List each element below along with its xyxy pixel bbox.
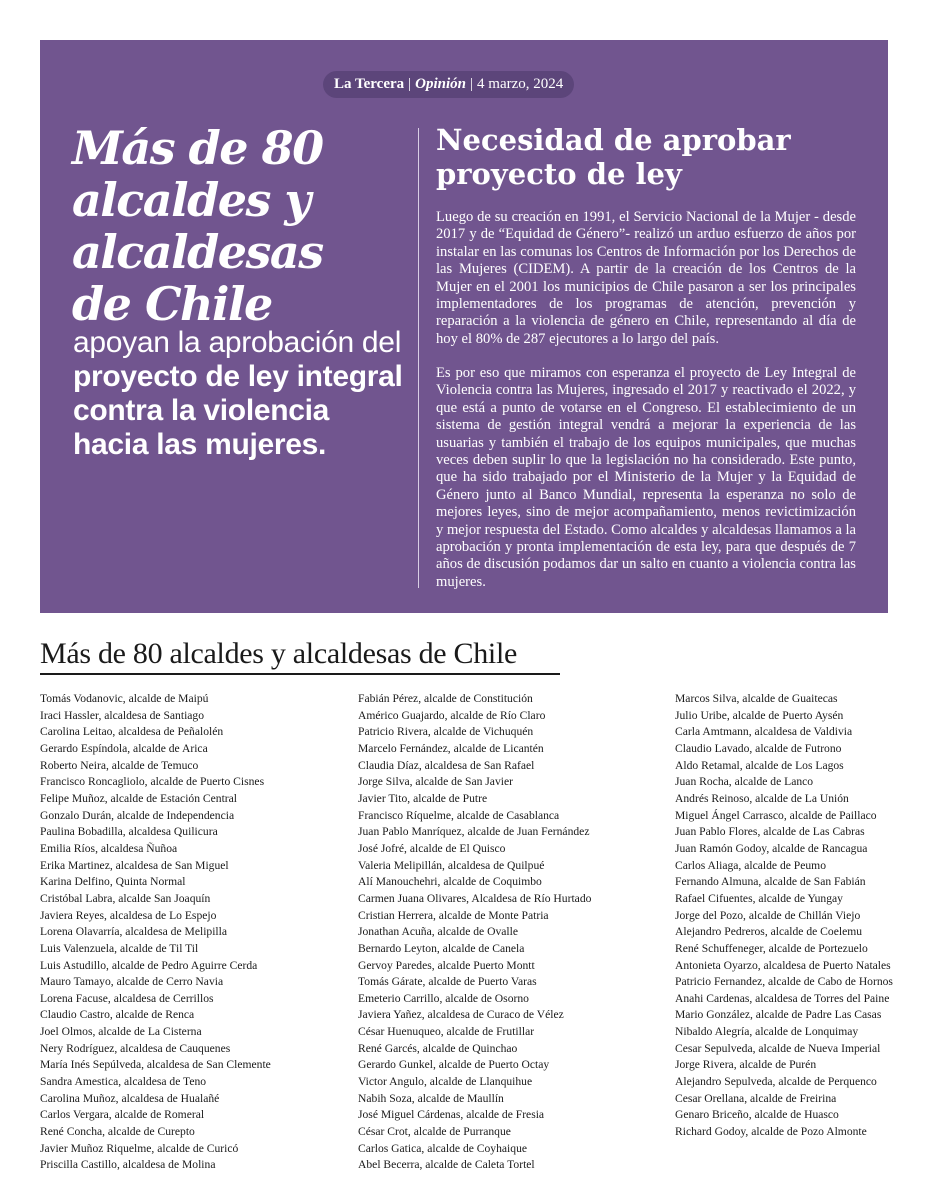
signatory-item: Luis Valenzuela, alcalde de Til Til	[40, 941, 199, 955]
signatory-item: Francisco Roncagliolo, alcalde de Puerto Cisnes	[40, 775, 265, 789]
publication-date: 4 marzo, 2024	[477, 76, 564, 92]
signatory-item: Claudia Díaz, alcaldesa de San Rafael	[358, 758, 535, 772]
signatory-item: Nery Rodríguez, alcaldesa de Cauquenes	[40, 1041, 231, 1055]
signatory-item: Javiera Yañez, alcaldesa de Curaco de Vélez	[358, 1008, 564, 1022]
signatory-item: Rafael Cifuentes, alcalde de Yungay	[675, 891, 843, 905]
headline-lede	[73, 326, 403, 462]
signatory-item: Américo Guajardo, alcalde de Río Claro	[358, 708, 546, 722]
newspaper-name: La Tercera	[334, 76, 405, 92]
signatory-item: Nabih Soza, alcalde de Maullín	[358, 1091, 504, 1105]
signatory-item: Sandra Amestica, alcaldesa de Teno	[40, 1075, 207, 1089]
signatory-item: Cesar Sepulveda, alcalde de Nueva Imperial	[675, 1041, 881, 1055]
signatory-item: Marcelo Fernández, alcalde de Licantén	[358, 741, 544, 755]
lede-emphasis: proyecto de ley integral contra la violencia hacia las mujeres.	[73, 360, 403, 461]
signatory-item: Genaro Briceño, alcalde de Huasco	[675, 1108, 839, 1122]
signatories-column	[675, 691, 893, 1141]
masthead-separator: |	[408, 76, 412, 92]
signatory-item: Antonieta Oyarzo, alcaldesa de Puerto Natales	[675, 958, 891, 972]
signatory-item: Javiera Reyes, alcaldesa de Lo Espejo	[40, 908, 217, 922]
signatory-item: Gerardo Gunkel, alcalde de Puerto Octay	[358, 1058, 550, 1072]
signatory-item: Patricio Fernandez, alcalde de Cabo de Hornos	[675, 975, 893, 989]
signatory-item: Francisco Ríquelme, alcalde de Casablanca	[358, 808, 560, 822]
signatory-item: Carmen Juana Olivares, Alcaldesa de Río Hurtado	[358, 891, 592, 905]
signatory-item: Cesar Orellana, alcalde de Freirina	[675, 1091, 837, 1105]
signatory-item: Carlos Gatica, alcalde de Coyhaique	[358, 1141, 528, 1155]
signatory-item: Lorena Facuse, alcaldesa de Cerrillos	[40, 991, 214, 1005]
signatory-item: Erika Martinez, alcaldesa de San Miguel	[40, 858, 229, 872]
signatory-item: Valeria Melipillán, alcaldesa de Quilpué	[358, 858, 545, 872]
signatory-item: Julio Uribe, alcalde de Puerto Aysén	[675, 708, 844, 722]
signatories-column	[40, 691, 271, 1174]
column-paragraph: Es por eso que miramos con esperanza el proyecto de Ley Integral de Violencia contra las Mujeres, ingresado el 2017 y reactivado el 2022, y que está a punto de votarse en el Congreso. El establecimiento de un sistema de gestión integral vendrá a mejorar la experiencia de las usuarias y también el trabajo de los equipos municipales, que muchas veces deben suplir lo que la legislación no ha considerado. Este punto, que ha sido trabajado por el Ministerio de la Mujer y la Equidad de Género junto al Banco Mundial, representa la esperanza no solo de mejores leyes, sino de mejor acompañamiento, menos revictimización y mejor respuesta del Estado. Como alcaldes y alcaldesas llamamos a la aprobación y pronta implementación de esta ley, para que después de 7 años de discusión podamos dar un salto en cuanto a violencia contra las mujeres.	[436, 365, 856, 590]
signatory-item: César Crot, alcalde de Purranque	[358, 1125, 511, 1139]
signatory-item: Patricio Rivera, alcalde de Vichuquén	[358, 725, 534, 739]
signatory-item: Bernardo Leyton, alcalde de Canela	[358, 941, 525, 955]
signatory-item: Iraci Hassler, alcaldesa de Santiago	[40, 708, 205, 722]
signatory-item: Felipe Muñoz, alcalde de Estación Central	[40, 791, 238, 805]
headline-line: de Chile	[72, 277, 272, 331]
signatory-item: Alí Manouchehri, alcalde de Coquimbo	[358, 875, 542, 889]
signatory-item: Jorge Silva, alcalde de San Javier	[358, 775, 513, 789]
signatory-item: Alejandro Sepulveda, alcalde de Perquenco	[675, 1075, 877, 1089]
column-title: Necesidad de aprobar proyecto de ley	[436, 123, 791, 191]
signatory-item: René Garcés, alcalde de Quinchao	[358, 1041, 518, 1055]
signatory-item: Mauro Tamayo, alcalde de Cerro Navia	[40, 975, 224, 989]
signatory-item: Gervoy Paredes, alcalde Puerto Montt	[358, 958, 535, 972]
signatories-title-underline	[40, 673, 560, 675]
signatory-item: Abel Becerra, alcalde de Caleta Tortel	[358, 1158, 535, 1172]
headline	[72, 122, 402, 330]
signatory-item: René Schuffeneger, alcalde de Portezuelo	[675, 941, 868, 955]
signatory-item: Mario González, alcalde de Padre Las Casas	[675, 1008, 882, 1022]
signatory-item: Jorge del Pozo, alcalde de Chillán Viejo	[675, 908, 861, 922]
signatory-item: Jonathan Acuña, alcalde de Ovalle	[358, 925, 518, 939]
signatory-item: Joel Olmos, alcalde de La Cisterna	[40, 1025, 202, 1039]
signatory-item: Gonzalo Durán, alcalde de Independencia	[40, 808, 235, 822]
column-paragraph: Luego de su creación en 1991, el Servicio Nacional de la Mujer - desde 2017 y de “Equidad de Género”- realizó un arduo esfuerzo de años por instalar en las comunas los Centros de Información por los Derechos de las Mujeres (CIDEM). A partir de la creación de los Centros de la Mujer en el 2001 los municipios de Chile pasaron a ser los principales implementadores de los programas de atención, prevención y reparación a la violencia de género en Chile, representando al día de hoy el 80% de 287 ejecutores a lo largo del país.	[436, 209, 856, 347]
signatory-item: Anahi Cardenas, alcaldesa de Torres del Paine	[675, 991, 890, 1005]
signatory-item: José Miguel Cárdenas, alcalde de Fresia	[358, 1108, 545, 1122]
lede-text: apoyan la aprobación del	[73, 326, 402, 359]
headline-line: Más de 80	[72, 121, 323, 175]
signatory-item: Carla Amtmann, alcaldesa de Valdivia	[675, 725, 853, 739]
signatory-item: César Huenuqueo, alcalde de Frutillar	[358, 1025, 535, 1039]
signatory-item: Andrés Reinoso, alcalde de La Unión	[675, 791, 849, 805]
headline-line: alcaldesas	[72, 225, 323, 279]
signatory-item: Alejandro Pedreros, alcalde de Coelemu	[675, 925, 863, 939]
signatory-item: Cristóbal Labra, alcalde San Joaquín	[40, 891, 211, 905]
signatory-item: Nibaldo Alegría, alcalde de Lonquimay	[675, 1025, 859, 1039]
signatory-item: Lorena Olavarría, alcaldesa de Melipilla	[40, 925, 228, 939]
signatory-item: Paulina Bobadilla, alcaldesa Quilicura	[40, 825, 218, 839]
signatories-title: Más de 80 alcaldes y alcaldesas de Chile	[40, 637, 517, 670]
signatory-item: Carolina Leitao, alcaldesa de Peñalolén	[40, 725, 224, 739]
signatory-item: Tomás Gárate, alcalde de Puerto Varas	[358, 975, 537, 989]
signatory-item: Juan Rocha, alcalde de Lanco	[675, 775, 814, 789]
signatory-item: Juan Pablo Flores, alcalde de Las Cabras	[675, 825, 865, 839]
signatory-item: Claudio Castro, alcalde de Renca	[40, 1008, 195, 1022]
signatory-item: Fernando Almuna, alcalde de San Fabián	[675, 875, 866, 889]
signatory-item: Marcos Silva, alcalde de Guaitecas	[675, 692, 838, 705]
signatory-item: Emilia Ríos, alcaldesa Ñuñoa	[40, 841, 178, 855]
signatory-item: Luis Astudillo, alcalde de Pedro Aguirre Cerda	[40, 958, 258, 972]
signatory-item: Claudio Lavado, alcalde de Futrono	[675, 741, 842, 755]
signatories-column	[358, 691, 591, 1174]
column-divider	[418, 128, 419, 588]
signatory-item: José Jofré, alcalde de El Quisco	[358, 841, 506, 855]
signatory-item: Miguel Ángel Carrasco, alcalde de Paillaco	[675, 808, 877, 822]
signatory-item: Aldo Retamal, alcalde de Los Lagos	[675, 758, 844, 772]
signatory-item: Juan Ramón Godoy, alcalde de Rancagua	[675, 841, 868, 855]
signatory-item: Fabián Pérez, alcalde de Constitución	[358, 692, 533, 705]
signatory-item: Victor Angulo, alcalde de Llanquihue	[358, 1075, 533, 1089]
masthead-separator: |	[470, 76, 474, 92]
signatory-item: Carolina Muñoz, alcaldesa de Hualañé	[40, 1091, 220, 1105]
signatory-item: Roberto Neira, alcalde de Temuco	[40, 758, 199, 772]
signatory-item: Javier Tito, alcalde de Putre	[358, 791, 488, 805]
signatory-item: Carlos Aliaga, alcalde de Peumo	[675, 858, 826, 872]
section-name: Opinión	[415, 76, 467, 92]
signatory-item: Priscilla Castillo, alcaldesa de Molina	[40, 1158, 216, 1172]
signatory-item: Emeterio Carrillo, alcalde de Osorno	[358, 991, 529, 1005]
signatory-item: René Concha, alcalde de Curepto	[40, 1125, 195, 1139]
signatory-item: Jorge Rivera, alcalde de Purén	[675, 1058, 817, 1072]
signatory-item: Gerardo Espíndola, alcalde de Arica	[40, 741, 208, 755]
masthead-badge	[323, 71, 574, 98]
signatory-item: Richard Godoy, alcalde de Pozo Almonte	[675, 1125, 867, 1139]
signatory-item: Javier Muñoz Riquelme, alcalde de Curicó	[40, 1141, 239, 1155]
signatory-item: Tomás Vodanovic, alcalde de Maipú	[40, 692, 209, 705]
headline-line: alcaldes y	[72, 173, 310, 227]
signatory-item: Carlos Vergara, alcalde de Romeral	[40, 1108, 205, 1122]
signatory-item: Karina Delfino, Quinta Normal	[40, 875, 186, 889]
signatory-item: María Inés Sepúlveda, alcaldesa de San Clemente	[40, 1058, 271, 1072]
signatory-item: Cristian Herrera, alcalde de Monte Patria	[358, 908, 549, 922]
signatory-item: Juan Pablo Manríquez, alcalde de Juan Fernández	[358, 825, 590, 839]
